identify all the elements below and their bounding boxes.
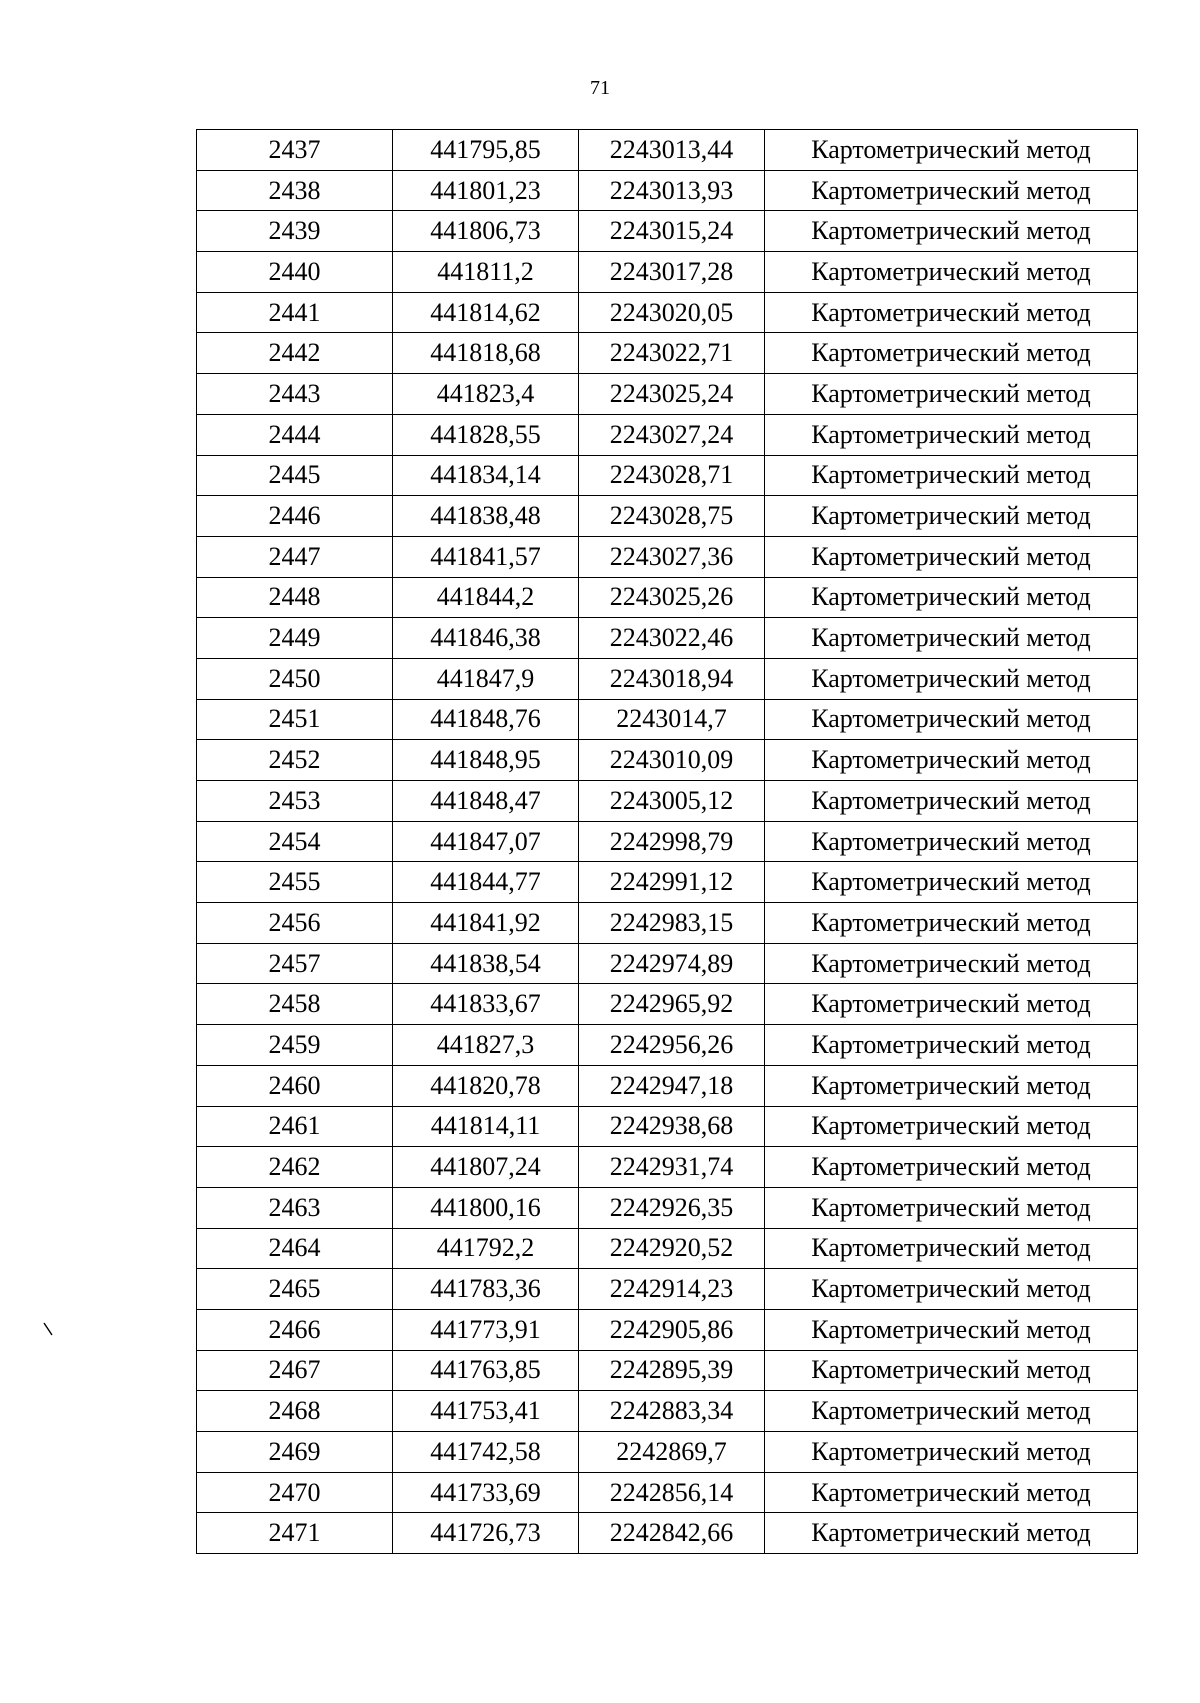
y-coordinate-cell: 2243018,94	[579, 658, 765, 699]
method-cell: Картометрический метод	[765, 1391, 1138, 1432]
point-number-cell: 2466	[197, 1309, 393, 1350]
method-cell: Картометрический метод	[765, 1269, 1138, 1310]
x-coordinate-cell: 441846,38	[393, 618, 579, 659]
x-coordinate-cell: 441841,92	[393, 903, 579, 944]
x-coordinate-cell: 441795,85	[393, 130, 579, 171]
x-coordinate-cell: 441841,57	[393, 536, 579, 577]
x-coordinate-cell: 441806,73	[393, 211, 579, 252]
y-coordinate-cell: 2243010,09	[579, 740, 765, 781]
method-cell: Картометрический метод	[765, 1147, 1138, 1188]
y-coordinate-cell: 2242856,14	[579, 1472, 765, 1513]
table-row	[197, 1106, 1138, 1147]
x-coordinate-cell: 441726,73	[393, 1513, 579, 1554]
method-cell: Картометрический метод	[765, 1350, 1138, 1391]
table-row	[197, 781, 1138, 822]
x-coordinate-cell: 441820,78	[393, 1065, 579, 1106]
point-number-cell: 2442	[197, 333, 393, 374]
table-row	[197, 1472, 1138, 1513]
y-coordinate-cell: 2243013,93	[579, 170, 765, 211]
x-coordinate-cell: 441827,3	[393, 1025, 579, 1066]
point-number-cell: 2459	[197, 1025, 393, 1066]
point-number-cell: 2440	[197, 252, 393, 293]
y-coordinate-cell: 2243025,26	[579, 577, 765, 618]
point-number-cell: 2437	[197, 130, 393, 171]
method-cell: Картометрический метод	[765, 1065, 1138, 1106]
coordinates-table-container	[196, 129, 1137, 1554]
x-coordinate-cell: 441783,36	[393, 1269, 579, 1310]
y-coordinate-cell: 2242920,52	[579, 1228, 765, 1269]
method-cell: Картометрический метод	[765, 1228, 1138, 1269]
y-coordinate-cell: 2242914,23	[579, 1269, 765, 1310]
table-row	[197, 1309, 1138, 1350]
y-coordinate-cell: 2242895,39	[579, 1350, 765, 1391]
y-coordinate-cell: 2243020,05	[579, 292, 765, 333]
point-number-cell: 2453	[197, 781, 393, 822]
method-cell: Картометрический метод	[765, 1025, 1138, 1066]
point-number-cell: 2454	[197, 821, 393, 862]
point-number-cell: 2458	[197, 984, 393, 1025]
y-coordinate-cell: 2242931,74	[579, 1147, 765, 1188]
y-coordinate-cell: 2243005,12	[579, 781, 765, 822]
point-number-cell: 2455	[197, 862, 393, 903]
point-number-cell: 2451	[197, 699, 393, 740]
method-cell: Картометрический метод	[765, 292, 1138, 333]
point-number-cell: 2464	[197, 1228, 393, 1269]
point-number-cell: 2446	[197, 496, 393, 537]
x-coordinate-cell: 441844,2	[393, 577, 579, 618]
point-number-cell: 2460	[197, 1065, 393, 1106]
table-row	[197, 658, 1138, 699]
y-coordinate-cell: 2243025,24	[579, 374, 765, 415]
y-coordinate-cell: 2243028,75	[579, 496, 765, 537]
method-cell: Картометрический метод	[765, 699, 1138, 740]
point-number-cell: 2441	[197, 292, 393, 333]
y-coordinate-cell: 2242938,68	[579, 1106, 765, 1147]
method-cell: Картометрический метод	[765, 984, 1138, 1025]
x-coordinate-cell: 441807,24	[393, 1147, 579, 1188]
y-coordinate-cell: 2243022,46	[579, 618, 765, 659]
method-cell: Картометрический метод	[765, 496, 1138, 537]
table-row	[197, 1147, 1138, 1188]
y-coordinate-cell: 2243014,7	[579, 699, 765, 740]
table-row	[197, 984, 1138, 1025]
table-row	[197, 903, 1138, 944]
table-row	[197, 170, 1138, 211]
y-coordinate-cell: 2242869,7	[579, 1432, 765, 1473]
method-cell: Картометрический метод	[765, 211, 1138, 252]
table-row	[197, 1391, 1138, 1432]
x-coordinate-cell: 441847,07	[393, 821, 579, 862]
x-coordinate-cell: 441833,67	[393, 984, 579, 1025]
page-number	[80, 76, 1200, 100]
x-coordinate-cell: 441828,55	[393, 414, 579, 455]
y-coordinate-cell: 2243017,28	[579, 252, 765, 293]
x-coordinate-cell: 441823,4	[393, 374, 579, 415]
table-row	[197, 1187, 1138, 1228]
y-coordinate-cell: 2242842,66	[579, 1513, 765, 1554]
method-cell: Картометрический метод	[765, 903, 1138, 944]
x-coordinate-cell: 441792,2	[393, 1228, 579, 1269]
point-number-cell: 2470	[197, 1472, 393, 1513]
y-coordinate-cell: 2243027,36	[579, 536, 765, 577]
y-coordinate-cell: 2242947,18	[579, 1065, 765, 1106]
x-coordinate-cell: 441838,48	[393, 496, 579, 537]
y-coordinate-cell: 2243028,71	[579, 455, 765, 496]
method-cell: Картометрический метод	[765, 536, 1138, 577]
point-number-cell: 2471	[197, 1513, 393, 1554]
method-cell: Картометрический метод	[765, 1309, 1138, 1350]
point-number-cell: 2438	[197, 170, 393, 211]
table-row	[197, 1350, 1138, 1391]
point-number-cell: 2462	[197, 1147, 393, 1188]
table-row	[197, 252, 1138, 293]
x-coordinate-cell: 441753,41	[393, 1391, 579, 1432]
method-cell: Картометрический метод	[765, 414, 1138, 455]
table-row	[197, 577, 1138, 618]
y-coordinate-cell: 2242974,89	[579, 943, 765, 984]
method-cell: Картометрический метод	[765, 781, 1138, 822]
y-coordinate-cell: 2243015,24	[579, 211, 765, 252]
method-cell: Картометрический метод	[765, 618, 1138, 659]
y-coordinate-cell: 2242965,92	[579, 984, 765, 1025]
method-cell: Картометрический метод	[765, 170, 1138, 211]
table-row	[197, 455, 1138, 496]
table-row	[197, 333, 1138, 374]
x-coordinate-cell: 441848,76	[393, 699, 579, 740]
table-row	[197, 130, 1138, 171]
method-cell: Картометрический метод	[765, 658, 1138, 699]
point-number-cell: 2457	[197, 943, 393, 984]
method-cell: Картометрический метод	[765, 821, 1138, 862]
table-row	[197, 943, 1138, 984]
x-coordinate-cell: 441818,68	[393, 333, 579, 374]
table-row	[197, 821, 1138, 862]
y-coordinate-cell: 2243013,44	[579, 130, 765, 171]
x-coordinate-cell: 441844,77	[393, 862, 579, 903]
table-row	[197, 1513, 1138, 1554]
method-cell: Картометрический метод	[765, 577, 1138, 618]
point-number-cell: 2467	[197, 1350, 393, 1391]
coordinates-table-body	[197, 130, 1138, 1554]
point-number-cell: 2469	[197, 1432, 393, 1473]
y-coordinate-cell: 2243022,71	[579, 333, 765, 374]
point-number-cell: 2465	[197, 1269, 393, 1310]
table-row	[197, 211, 1138, 252]
point-number-cell: 2468	[197, 1391, 393, 1432]
point-number-cell: 2463	[197, 1187, 393, 1228]
x-coordinate-cell: 441848,95	[393, 740, 579, 781]
y-coordinate-cell: 2243027,24	[579, 414, 765, 455]
method-cell: Картометрический метод	[765, 130, 1138, 171]
x-coordinate-cell: 441847,9	[393, 658, 579, 699]
y-coordinate-cell: 2242905,86	[579, 1309, 765, 1350]
x-coordinate-cell: 441814,62	[393, 292, 579, 333]
x-coordinate-cell: 441814,11	[393, 1106, 579, 1147]
table-row	[197, 1228, 1138, 1269]
y-coordinate-cell: 2242991,12	[579, 862, 765, 903]
point-number-cell: 2452	[197, 740, 393, 781]
table-row	[197, 740, 1138, 781]
x-coordinate-cell: 441773,91	[393, 1309, 579, 1350]
x-coordinate-cell: 441763,85	[393, 1350, 579, 1391]
table-row	[197, 374, 1138, 415]
point-number-cell: 2456	[197, 903, 393, 944]
point-number-cell: 2445	[197, 455, 393, 496]
table-row	[197, 699, 1138, 740]
method-cell: Картометрический метод	[765, 740, 1138, 781]
method-cell: Картометрический метод	[765, 333, 1138, 374]
method-cell: Картометрический метод	[765, 1106, 1138, 1147]
method-cell: Картометрический метод	[765, 943, 1138, 984]
method-cell: Картометрический метод	[765, 455, 1138, 496]
point-number-cell: 2439	[197, 211, 393, 252]
x-coordinate-cell: 441800,16	[393, 1187, 579, 1228]
point-number-cell: 2444	[197, 414, 393, 455]
method-cell: Картометрический метод	[765, 1472, 1138, 1513]
point-number-cell: 2448	[197, 577, 393, 618]
point-number-cell: 2449	[197, 618, 393, 659]
point-number-cell: 2447	[197, 536, 393, 577]
method-cell: Картометрический метод	[765, 252, 1138, 293]
table-row	[197, 618, 1138, 659]
method-cell: Картометрический метод	[765, 862, 1138, 903]
y-coordinate-cell: 2242956,26	[579, 1025, 765, 1066]
stray-pen-mark	[42, 1322, 54, 1336]
method-cell: Картометрический метод	[765, 1432, 1138, 1473]
y-coordinate-cell: 2242998,79	[579, 821, 765, 862]
x-coordinate-cell: 441848,47	[393, 781, 579, 822]
x-coordinate-cell: 441742,58	[393, 1432, 579, 1473]
table-row	[197, 496, 1138, 537]
table-row	[197, 1065, 1138, 1106]
x-coordinate-cell: 441811,2	[393, 252, 579, 293]
table-row	[197, 862, 1138, 903]
x-coordinate-cell: 441838,54	[393, 943, 579, 984]
table-row	[197, 1025, 1138, 1066]
y-coordinate-cell: 2242883,34	[579, 1391, 765, 1432]
point-number-cell: 2443	[197, 374, 393, 415]
y-coordinate-cell: 2242983,15	[579, 903, 765, 944]
table-row	[197, 536, 1138, 577]
table-row	[197, 1269, 1138, 1310]
point-number-cell: 2461	[197, 1106, 393, 1147]
x-coordinate-cell: 441801,23	[393, 170, 579, 211]
method-cell: Картометрический метод	[765, 374, 1138, 415]
method-cell: Картометрический метод	[765, 1513, 1138, 1554]
x-coordinate-cell: 441834,14	[393, 455, 579, 496]
table-row	[197, 1432, 1138, 1473]
table-row	[197, 292, 1138, 333]
coordinates-table	[196, 129, 1138, 1554]
x-coordinate-cell: 441733,69	[393, 1472, 579, 1513]
y-coordinate-cell: 2242926,35	[579, 1187, 765, 1228]
point-number-cell: 2450	[197, 658, 393, 699]
method-cell: Картометрический метод	[765, 1187, 1138, 1228]
table-row	[197, 414, 1138, 455]
page-number-text: 71	[590, 77, 610, 99]
